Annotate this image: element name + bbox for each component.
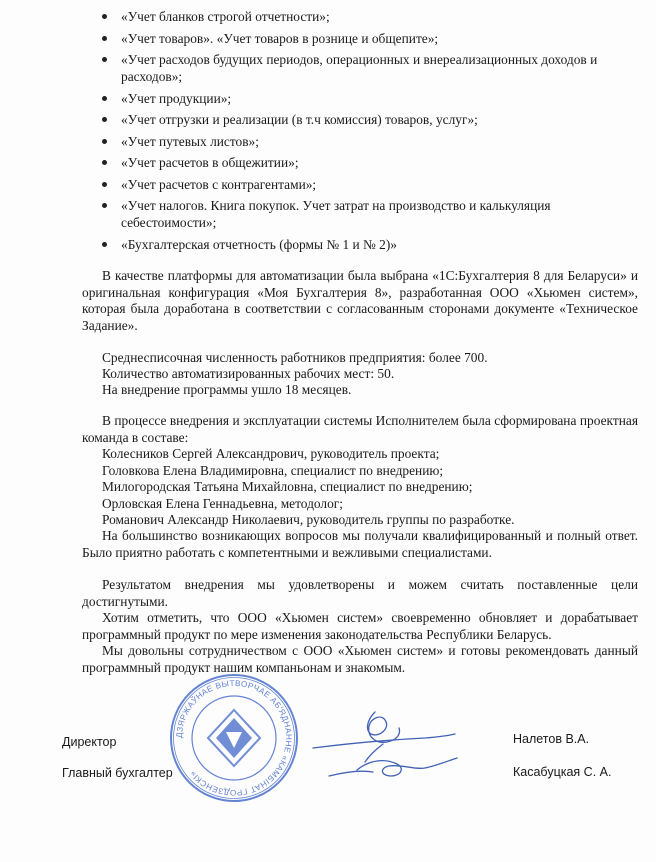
list-item: «Бухгалтерская отчетность (формы № 1 и № 2)» xyxy=(100,236,640,253)
update-text: Хотим отметить, что ООО «Хьюмен систем» своевременно обновляет и дорабатывает программный продукт по мере изменения законодательства Республики Беларусь. xyxy=(82,610,638,642)
stat-workplaces: Количество автоматизированных рабочих мест: 50. xyxy=(102,366,395,381)
director-title: Директор xyxy=(62,735,117,749)
list-item: «Учет налогов. Книга покупок. Учет затрат на производство и калькуляция себестоимости»; xyxy=(100,197,640,231)
recommend-paragraph xyxy=(82,643,638,676)
list-item: «Учет бланков строгой отчетности»; xyxy=(100,8,640,25)
handwritten-signatures xyxy=(305,700,505,790)
list-item: «Учет товаров». «Учет товаров в рознице и общепите»; xyxy=(100,30,640,47)
list-item: «Учет продукции»; xyxy=(100,90,640,107)
answers-text: На большинство возникающих вопросов мы получали квалифицированный и полный ответ. Было приятно работать с компетентными и вежливыми специалистами. xyxy=(82,528,638,560)
platform-paragraph xyxy=(82,268,638,334)
stamp-ring-text: ДЗЯРЖАЎНАЕ ВЫТВОРЧАЕ АБ'ЯДНАННЕ «КАМБІНАТ ГРОДЗЕНСКІ» xyxy=(174,678,294,798)
list-item: «Учет расходов будущих периодов, операционных и внереализационных доходов и расходов»; xyxy=(100,51,640,85)
stamp-emblem xyxy=(208,710,260,766)
list-item: «Учет расчетов в общежитии»; xyxy=(100,154,640,171)
result-paragraph xyxy=(82,577,638,610)
list-item: «Учет путевых листов»; xyxy=(100,133,640,150)
team-member: Головкова Елена Владимировна, специалист по внедрению; xyxy=(102,463,444,478)
official-stamp xyxy=(168,672,300,804)
platform-text: В качестве платформы для автоматизации была выбрана «1С:Бухгалтерия 8 для Беларуси» и оригинальная конфигурация «Моя Бухгалтерия 8», разработанная ООО «Хьюмен систем», которая была доработана в соответствии с согласованным сторонами документе «Техническое Задание». xyxy=(82,268,638,333)
stat-employees: Среднесписочная численность работников предприятия: более 700. xyxy=(102,350,488,365)
team-intro-paragraph xyxy=(82,413,638,446)
module-list xyxy=(100,8,640,257)
chief-accountant-title: Главный бухгалтер xyxy=(62,766,173,780)
stat-duration: На внедрение программы ушло 18 месяцев. xyxy=(102,382,352,397)
answers-paragraph xyxy=(82,528,638,561)
team-member: Милогородская Татьяна Михайловна, специалист по внедрению; xyxy=(102,479,473,494)
list-item: «Учет расчетов с контрагентами»; xyxy=(100,176,640,193)
recommend-text: Мы довольны сотрудничеством с ООО «Хьюмен систем» и готовы рекомендовать данный программный продукт нашим компаньонам и знакомым. xyxy=(82,643,638,675)
team-member: Колесников Сергей Александрович, руководитель проекта; xyxy=(102,446,440,461)
team-member: Орловская Елена Геннадьевна, методолог; xyxy=(102,496,344,511)
director-name: Налетов В.А. xyxy=(513,732,590,746)
team-intro-text: В процессе внедрения и эксплуатации системы Исполнителем была сформирована проектная команда в составе: xyxy=(82,413,638,445)
chief-accountant-name: Касабуцкая С. А. xyxy=(513,765,612,779)
team-member: Романович Александр Николаевич, руководитель группы по разработке. xyxy=(102,512,515,527)
update-paragraph xyxy=(82,610,638,643)
result-text: Результатом внедрения мы удовлетворены и можем считать поставленные цели достигнутыми. xyxy=(82,577,638,609)
list-item: «Учет отгрузки и реализации (в т.ч комиссия) товаров, услуг»; xyxy=(100,111,640,128)
